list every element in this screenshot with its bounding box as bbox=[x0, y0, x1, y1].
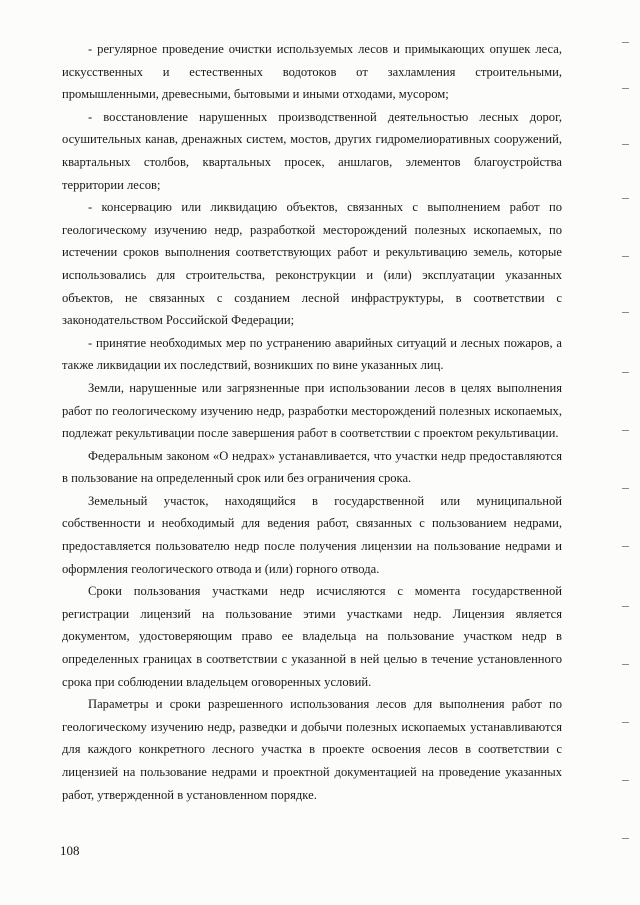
paragraph-parameters: Параметры и сроки разрешенного использования лесов для выполнения работ по геологическому изучению недр, разведки и добычи полезных ископаемых устанавливаются для каждого конкретного лесного участка в проекте освоения лесов в соответствии с лицензией на пользование недрами и проектной документацией на проведение указанных работ, утвержденной в установленном порядке. bbox=[62, 697, 562, 802]
paragraph-federal-law: Федеральным законом «О недрах» устанавливается, что участки недр предоставляются в пользование на определенный срок или без ограничения срока. bbox=[62, 448, 562, 486]
paragraph-cleanup: - регулярное проведение очистки используемых лесов и примыкающих опушек леса, искусственных и естественных водотоков от захламления строительными, промышленными, древесными, бытовыми и иными отходами, мусором; bbox=[62, 42, 562, 102]
page-number: 108 bbox=[60, 843, 80, 858]
scan-edge-marks bbox=[622, 20, 632, 880]
paragraph-restoration: - восстановление нарушенных производственной деятельностью лесных дорог, осушительных канав, дренажных систем, мостов, других гидромелиоративных сооружений, квартальных столбов, квартальных просек, аншлагов, элементов благоустройства территории лесов; bbox=[62, 109, 562, 192]
paragraph-emergency-measures: - принятие необходимых мер по устранению аварийных ситуаций и лесных пожаров, а также ликвидации их последствий, возникших по вине указанных лиц. bbox=[62, 335, 562, 373]
paragraph-land-plot: Земельный участок, находящийся в государственной или муниципальной собственности и необходимый для ведения работ, связанных с пользованием недрами, предоставляется пользователю недр после получения лицензии на пользование недрами и оформления геологического отвода и (или) горного отвода. bbox=[62, 493, 562, 576]
paragraph-license-terms: Сроки пользования участками недр исчисляются с момента государственной регистрации лицензий на пользование этими участками недр. Лицензия является документом, удостоверяющим право ее владельца на пользование участком недр в определенных границах в соответствии с указанной в ней целью в течение установленного срока при соблюдении владельцем оговоренных условий. bbox=[62, 584, 562, 689]
body-text bbox=[62, 38, 562, 806]
paragraph-conservation: - консервацию или ликвидацию объектов, связанных с выполнением работ по геологическому изучению недр, разработкой месторождений полезных ископаемых, по истечении сроков выполнения соответствующих работ и рекультивацию земель, которые использовались для строительства, реконструкции и (или) эксплуатации указанных объектов, не связанных с созданием лесной инфраструктуры, в соответствии с законодательством Российской Федерации; bbox=[62, 200, 562, 328]
paragraph-reclamation: Земли, нарушенные или загрязненные при использовании лесов в целях выполнения работ по геологическому изучению недр, разработки месторождений полезных ископаемых, подлежат рекультивации после завершения работ в соответствии с проектом рекультивации. bbox=[62, 380, 562, 441]
